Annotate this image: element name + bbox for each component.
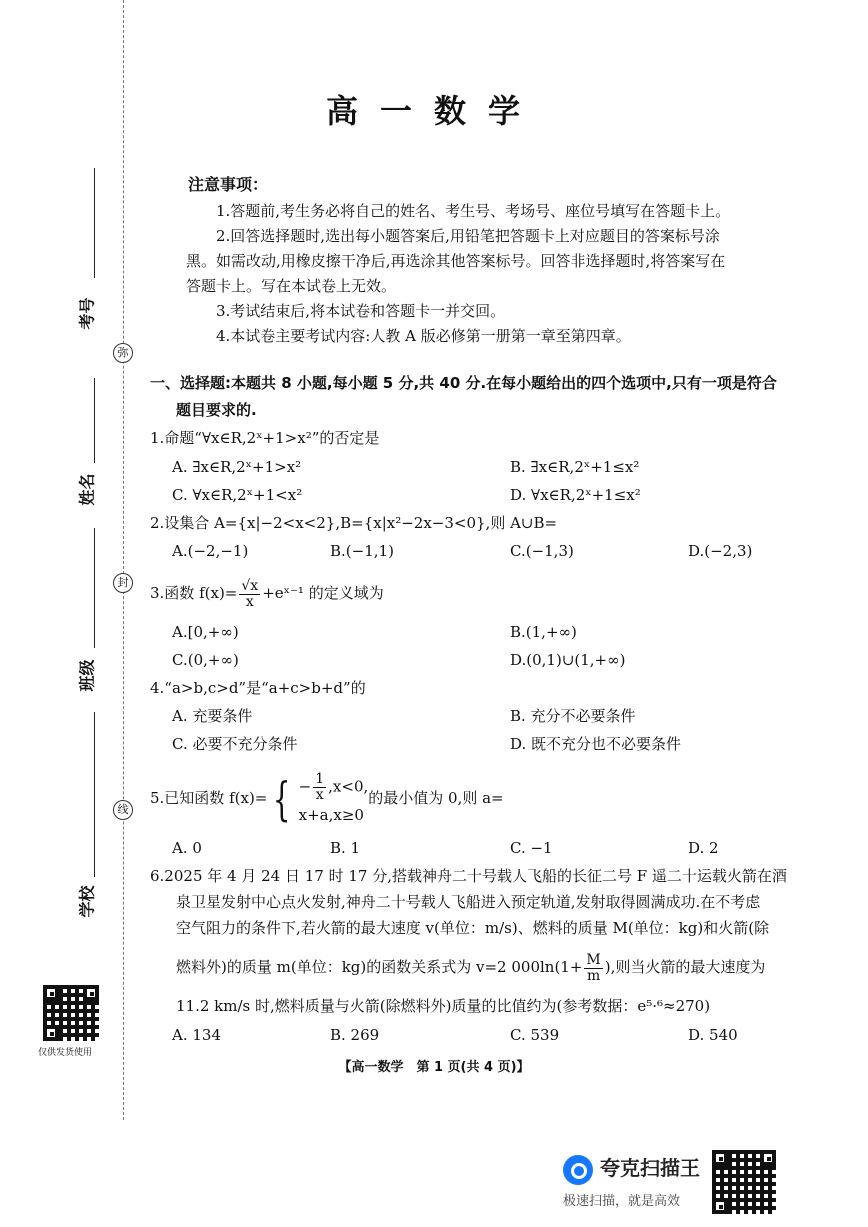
question-6-line: 6.2025 年 4 月 24 日 17 时 17 分,搭载神舟二十号载人飞船的长征二号 F 遥二十运载火箭在酒 — [150, 867, 787, 885]
scanner-slogan: 极速扫描，就是高效 — [563, 1194, 681, 1209]
section-header: 一、选择题:本题共 8 小题,每小题 5 分,共 40 分.在每小题给出的四个选项中,只有一项是符合 — [150, 374, 777, 392]
notice-item: 1.答题前,考生务必将自己的姓名、考生号、考场号、座位号填写在答题卡上。 — [216, 202, 731, 220]
qr-caption: 仅供发货使用 — [38, 1048, 93, 1058]
seal-mark-feng: 封 — [113, 573, 133, 593]
shipping-qr-code — [43, 985, 99, 1041]
name-blank — [94, 378, 95, 463]
exam-number-label: 考号 — [77, 297, 97, 330]
notice-item: 3.考试结束后,将本试卷和答题卡一并交回。 — [216, 302, 506, 320]
question-5-option-c: C. −1 — [510, 839, 553, 857]
question-6-option-d: D. 540 — [688, 1026, 738, 1044]
fold-line — [123, 0, 124, 1120]
class-label: 班级 — [77, 659, 97, 692]
section-header-cont: 题目要求的. — [176, 401, 257, 419]
question-3-option-b: B.(1,+∞) — [510, 623, 577, 641]
piecewise-brace: { — [273, 772, 291, 826]
question-3-option-a: A.[0,+∞) — [172, 623, 239, 641]
question-5-option-d: D. 2 — [688, 839, 719, 857]
school-label: 学校 — [77, 885, 97, 918]
question-4-stem: 4.“a>b,c>d”是“a+c>b+d”的 — [150, 679, 366, 697]
notice-item: 2.回答选择题时,选出每小题答案后,用铅笔把答题卡上对应题目的答案标号涂 — [216, 227, 720, 245]
question-4-option-d: D. 既不充分也不必要条件 — [510, 735, 682, 753]
m-ratio-fraction: $\frac{M}{m}$ — [586, 951, 601, 984]
seal-mark-xian: 线 — [113, 800, 133, 820]
notice-item: 答题卡上。写在本试卷上无效。 — [186, 277, 397, 295]
question-5-option-b: B. 1 — [330, 839, 361, 857]
question-4-option-b: B. 充分不必要条件 — [510, 707, 636, 725]
question-4-option-c: C. 必要不充分条件 — [172, 735, 298, 753]
seal-mark-mi: 弥 — [113, 343, 133, 363]
question-3-option-c: C.(0,+∞) — [172, 651, 239, 669]
page-title: 高一数学 — [325, 92, 542, 130]
question-6-line: 泉卫星发射中心点火发射,神舟二十号载人飞船进入预定轨道,发射取得圆满成功.在不考虑 — [176, 893, 761, 911]
scanner-logo-icon — [563, 1155, 593, 1185]
piecewise-cases: − $\frac{1}{x}$ ,x<0, x+a,x≥0 — [298, 770, 369, 824]
question-6-option-b: B. 269 — [330, 1026, 380, 1044]
exam-number-blank — [94, 168, 95, 278]
question-6-line: 空气阻力的条件下,若火箭的最大速度 v(单位：m/s)、燃料的质量 M(单位：kg)和火箭(除 — [176, 919, 770, 937]
question-2-option-c: C.(−1,3) — [510, 542, 574, 560]
page-footer: 【高一数学 第 1 页(共 4 页)】 — [338, 1060, 530, 1075]
question-1-stem: 1.命题“∀x∈R,2ˣ+1>x²”的否定是 — [150, 429, 380, 447]
notice-item: 黑。如需改动,用橡皮擦干净后,再选涂其他答案标号。回答非选择题时,将答案写在 — [186, 252, 726, 270]
question-2-option-b: B.(−1,1) — [330, 542, 394, 560]
notice-heading: 注意事项： — [188, 175, 269, 194]
scanner-qr-code — [712, 1150, 776, 1214]
question-1-option-b: B. ∃x∈R,2ˣ+1≤x² — [510, 458, 640, 476]
question-6-line: 11.2 km/s 时,燃料质量与火箭(除燃料外)质量的比值约为(参考数据：e⁵·⁶≈270) — [176, 997, 711, 1015]
question-3-option-d: D.(0,1)∪(1,+∞) — [510, 651, 626, 669]
question-1-option-c: C. ∀x∈R,2ˣ+1<x² — [172, 486, 303, 504]
question-2-option-a: A.(−2,−1) — [172, 542, 249, 560]
question-6-formula-line: 燃料外)的质量 m(单位：kg)的函数关系式为 v=2 000ln(1+ $\frac{M}{m}$ ),则当火箭的最大速度为 — [176, 951, 766, 984]
class-blank — [94, 528, 95, 648]
question-6-option-c: C. 539 — [510, 1026, 560, 1044]
name-label: 姓名 — [77, 473, 97, 506]
question-3-stem: 3.函数 f(x)= $\frac{√x}{x}$ +eˣ⁻¹ 的定义域为 — [150, 577, 384, 610]
notice-item: 4.本试卷主要考试内容:人教 A 版必修第一册第一章至第四章。 — [216, 327, 631, 345]
school-blank — [94, 712, 95, 877]
question-2-stem: 2.设集合 A={x|−2<x<2},B={x|x²−2x−3<0},则 A∪B= — [150, 514, 558, 532]
question-6-option-a: A. 134 — [172, 1026, 221, 1044]
question-1-option-a: A. ∃x∈R,2ˣ+1>x² — [172, 458, 302, 476]
question-2-option-d: D.(−2,3) — [688, 542, 753, 560]
sqrt-x-over-x-fraction: $\frac{√x}{x}$ — [241, 577, 259, 610]
question-1-option-d: D. ∀x∈R,2ˣ+1≤x² — [510, 486, 641, 504]
scanner-brand-name: 夸克扫描王 — [600, 1156, 700, 1180]
question-5-stem: 5.已知函数 f(x)= { − $\frac{1}{x}$ ,x<0, x+a,x≥0 的最小值为 0,则 a= — [150, 770, 504, 826]
question-5-option-a: A. 0 — [172, 839, 202, 857]
question-4-option-a: A. 充要条件 — [172, 707, 253, 725]
